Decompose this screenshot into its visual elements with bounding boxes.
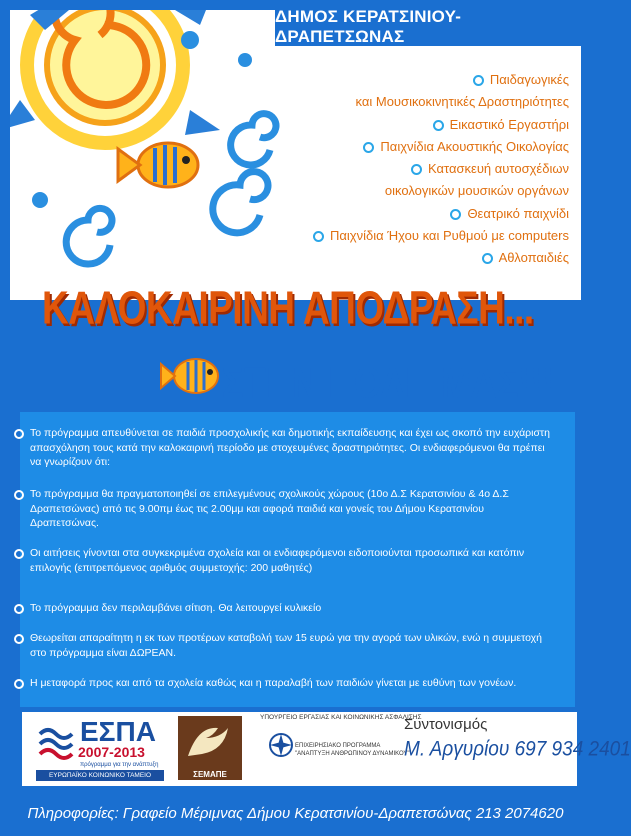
activity-item: Παιχνίδια Ήχου και Ρυθμού με computers <box>239 225 569 247</box>
info-paragraph: Οι αιτήσεις γίνονται στα συγκεκριμένα σχολεία και οι ενδιαφερόμενοι ειδοποιούνται προσωπικά και κατόπιν επιλογής (επιτρεπόμενος αριθμός συμμετοχής: 200 μαθητές) <box>30 546 550 575</box>
espa-wave-icon <box>38 722 74 762</box>
municipality-title: ΔΗΜΟΣ ΚΕΡΑΤΣΙΝΙΟΥ-ΔΡΑΠΕΤΣΩΝΑΣ <box>275 7 462 46</box>
espa-logo-title: ΕΣΠΑ <box>80 716 156 747</box>
espa-logo-subtitle: πρόγραμμα για την ανάπτυξη <box>80 762 159 768</box>
footer-info <box>0 790 591 836</box>
activity-item: Εικαστικό Εργαστήρι <box>239 114 569 136</box>
headline-main: ΚΑΛΟΚΑΙΡΙΝΗ ΑΠΟΔΡΑΣΗ... <box>42 282 534 334</box>
spiral-bullet-icon <box>411 164 422 175</box>
spiral-bullet-icon <box>14 490 24 500</box>
espa-fund-label: ΕΥΡΩΠΑΪΚΟ ΚΟΙΝΩΝΙΚΟ ΤΑΜΕΙΟ <box>36 770 164 781</box>
espa-logo-years: 2007-2013 <box>78 744 145 760</box>
compass-rose-icon <box>268 732 294 758</box>
info-paragraph: Το πρόγραμμα δεν περιλαμβάνει σίτιση. Θα λειτουργεί κυλικείο <box>30 601 550 616</box>
spiral-bullet-icon <box>363 142 374 153</box>
info-paragraph: Το πρόγραμμα θα πραγματοποιηθεί σε επιλεγμένους σχολικούς χώρους (10ο Δ.Σ Κερατσινίου & 4ο Δ.Σ Δραπετσώνας) από τις 9.00πμ έως τις 2.00μμ και αφορά παιδιά και γονείς του Δήμου Κερατσινίου Δραπετσώνας. <box>30 487 550 531</box>
dove-icon <box>178 716 242 772</box>
info-paragraph: Η μεταφορά προς και από τα σχολεία καθώς και η παραλαβή των παιδιών γίνεται με ευθύνη των γονέων. <box>30 676 550 691</box>
sun-icon <box>0 0 220 143</box>
activity-item-continued: και Μουσικοκινητικές Δραστηριότητες <box>355 94 569 110</box>
municipality-banner <box>275 8 583 46</box>
spiral-bullet-icon <box>14 429 24 439</box>
spiral-bullet-icon <box>450 209 461 220</box>
headline-sub: ΣΤΗΝ ΠΟΛΗ ΜΑΣ!!! <box>222 358 555 408</box>
spiral-bullet-icon <box>473 75 484 86</box>
info-paragraph: Το πρόγραμμα απευθύνεται σε παιδιά προσχολικής και δημοτικής εκπαίδευσης και έχει ως σκοπό την ευχάριστη απασχόληση τους κατά την καλοκαιρινή περίοδο με στοχευμένες δραστηριότητες. Οι ενδιαφερόμενοι θα πρέπει να γνωρίζουν ότι: <box>30 426 550 470</box>
activity-item: Αθλοπαιδιές <box>239 247 569 269</box>
spiral-bullet-icon <box>14 679 24 689</box>
fish-icon <box>160 352 222 400</box>
activity-item: Θεατρικό παιχνίδι <box>239 203 569 225</box>
spiral-bullet-icon <box>313 231 324 242</box>
activity-item: Κατασκευή αυτοσχέδιων <box>239 158 569 180</box>
programme-label: ΕΠΙΧΕΙΡΗΣΙΑΚΟ ΠΡΟΓΡΑΜΜΑ "ΑΝΑΠΤΥΞΗ ΑΝΘΡΩΠΙΝΟΥ ΔΥΝΑΜΙΚΟΥ" <box>295 743 410 757</box>
spiral-bullet-icon <box>14 604 24 614</box>
coordinator-contact: Μ. Αργυρίου 697 934 2401 <box>404 738 631 762</box>
info-paragraph: Θεωρείται απαραίτητη η εκ των προτέρων καταβολή των 15 ευρώ για την αγορά των υλικών, ενώ η συμμετοχή στο πρόγραμμα είναι ΔΩΡΕΑΝ. <box>30 631 550 660</box>
ministry-label: ΥΠΟΥΡΓΕΙΟ ΕΡΓΑΣΙΑΣ ΚΑΙ ΚΟΙΝΩΝΙΚΗΣ ΑΣΦΑΛΙΣΗΣ <box>260 714 422 721</box>
spiral-bullet-icon <box>14 634 24 644</box>
activity-item: Παιχνίδια Ακουστικής Οικολογίας <box>239 136 569 158</box>
footer-text: Πληροφορίες: Γραφείο Μέριμνας Δήμου Κερατσινίου-Δραπετσώνας 213 2074620 <box>27 804 564 822</box>
activities-list <box>239 69 569 270</box>
activity-item: Παιδαγωγικές <box>239 69 569 91</box>
spiral-bullet-icon <box>14 549 24 559</box>
activity-item-continued: οικολογικών μουσικών οργάνων <box>384 183 569 199</box>
semape-label: ΣΕΜΑΠΕ <box>193 770 227 779</box>
spiral-bullet-icon <box>433 120 444 131</box>
spiral-bullet-icon <box>482 253 493 264</box>
coordination-label: Συντονισμός <box>404 716 488 733</box>
fish-icon <box>118 143 198 187</box>
